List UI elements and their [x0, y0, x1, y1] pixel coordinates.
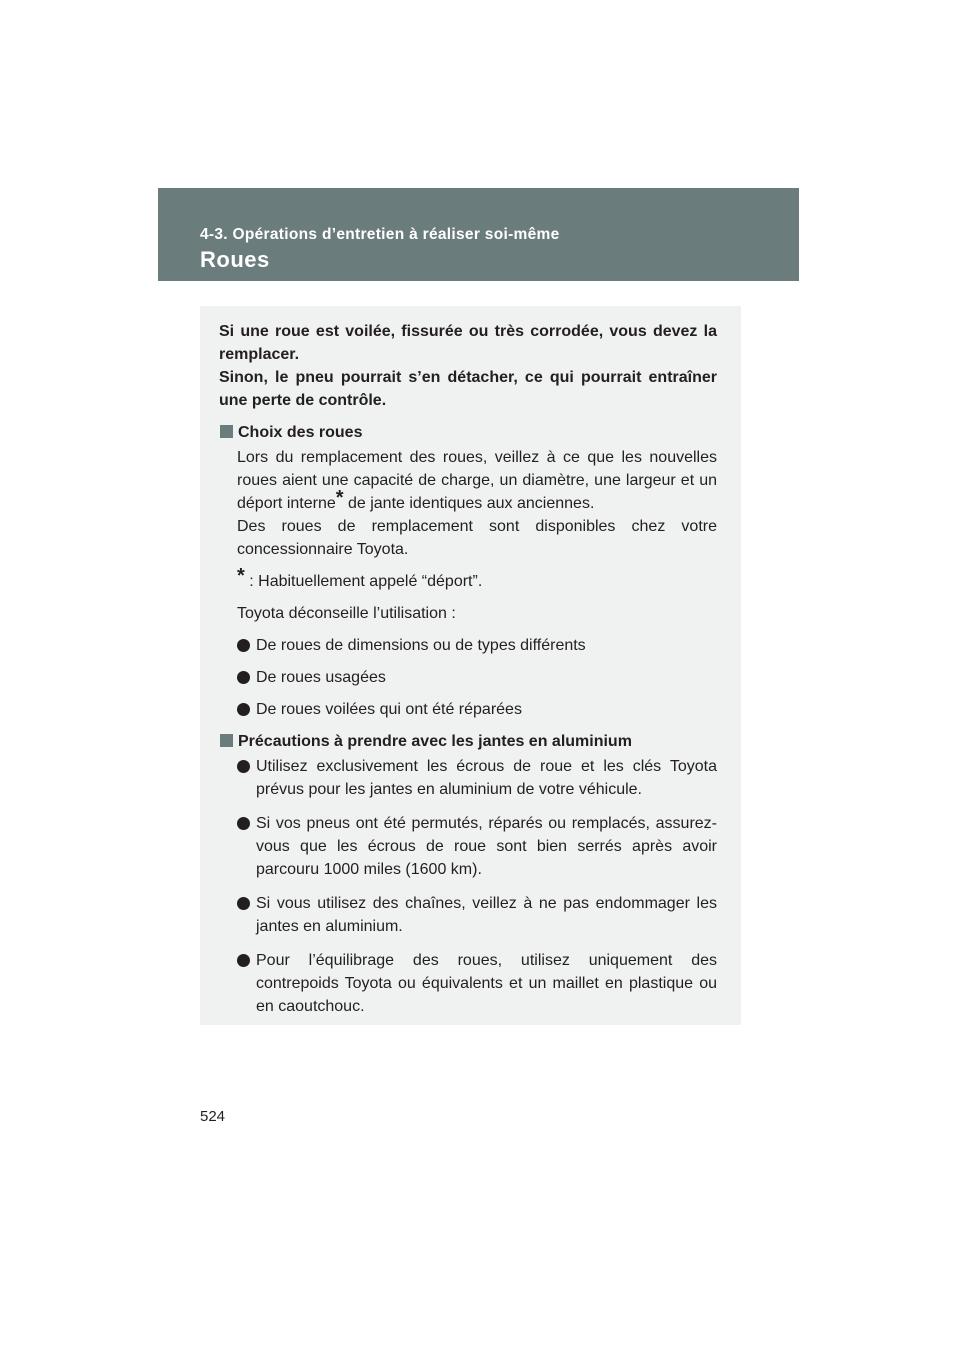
list-item-text: De roues voilées qui ont été réparées	[256, 701, 522, 718]
bullet-dot-icon	[237, 671, 250, 684]
footnote-text: : Habituellement appelé “déport”.	[244, 573, 483, 590]
advice-text: Toyota déconseille l’utilisation :	[237, 605, 456, 622]
list-item	[219, 755, 717, 801]
footnote-asterisk: *	[237, 565, 245, 587]
heading-precautions-text: Précautions à prendre avec les jantes en aluminium	[238, 733, 632, 750]
content-box	[200, 306, 741, 1025]
list-item-text: Si vous utilisez des chaînes, veillez à ne pas endommager les jantes en aluminium.	[256, 895, 717, 935]
heading-precautions	[219, 730, 717, 753]
list-item	[219, 949, 717, 1018]
page-number: 524	[200, 1108, 226, 1125]
list-item	[219, 634, 717, 657]
list-item-text: Si vos pneus ont été permutés, réparés ou remplacés, assurez-vous que les écrous de roue sont bien serrés après avoir parcouru 1000 miles (1600 km).	[256, 815, 717, 878]
bullet-dot-icon	[237, 817, 250, 830]
square-bullet-icon	[220, 734, 233, 747]
asterisk-marker: *	[335, 487, 344, 509]
list-item-text: Pour l’équilibrage des roues, utilisez uniquement des contrepoids Toyota ou équivalents et un maillet en plastique ou en caoutchouc.	[256, 952, 717, 1015]
list-item-text: De roues usagées	[256, 669, 386, 686]
heading-choix-text: Choix des roues	[238, 424, 363, 441]
choix-paragraph-1	[219, 446, 717, 515]
square-bullet-icon	[220, 425, 233, 438]
page-title: Roues	[200, 247, 270, 272]
list-item	[219, 666, 717, 689]
bullet-dot-icon	[237, 639, 250, 652]
list-item	[219, 812, 717, 881]
chapter-header	[158, 188, 799, 281]
heading-choix	[219, 421, 717, 444]
footnote	[219, 565, 717, 593]
choix-paragraph-1-end: de jante identiques aux anciennes.	[343, 495, 595, 512]
bullet-dot-icon	[237, 897, 250, 910]
bullet-dot-icon	[237, 703, 250, 716]
intro-warning-2: Sinon, le pneu pourrait s’en détacher, ce qui pourrait entraîner une perte de contrôle.	[219, 369, 717, 409]
content	[219, 320, 717, 1018]
list-item-text: De roues de dimensions ou de types différents	[256, 637, 586, 654]
bullet-dot-icon	[237, 954, 250, 967]
bullet-dot-icon	[237, 760, 250, 773]
intro-warning-1: Si une roue est voilée, fissurée ou très corrodée, vous devez la remplacer.	[219, 323, 717, 363]
choix-paragraph-2: Des roues de remplacement sont disponibles chez votre concessionnaire Toyota.	[237, 518, 717, 558]
list-item	[219, 892, 717, 938]
list-item-text: Utilisez exclusivement les écrous de roue et les clés Toyota prévus pour les jantes en aluminium de votre véhicule.	[256, 758, 717, 798]
list-item	[219, 698, 717, 721]
choix-paragraph-1-start: Lors du remplacement des roues, veillez à ce que les nouvelles roues aient une capacité de charge, un diamètre, une largeur et un déport interne	[237, 449, 717, 512]
section-label: 4-3. Opérations d’entretien à réaliser soi-même	[200, 226, 560, 243]
